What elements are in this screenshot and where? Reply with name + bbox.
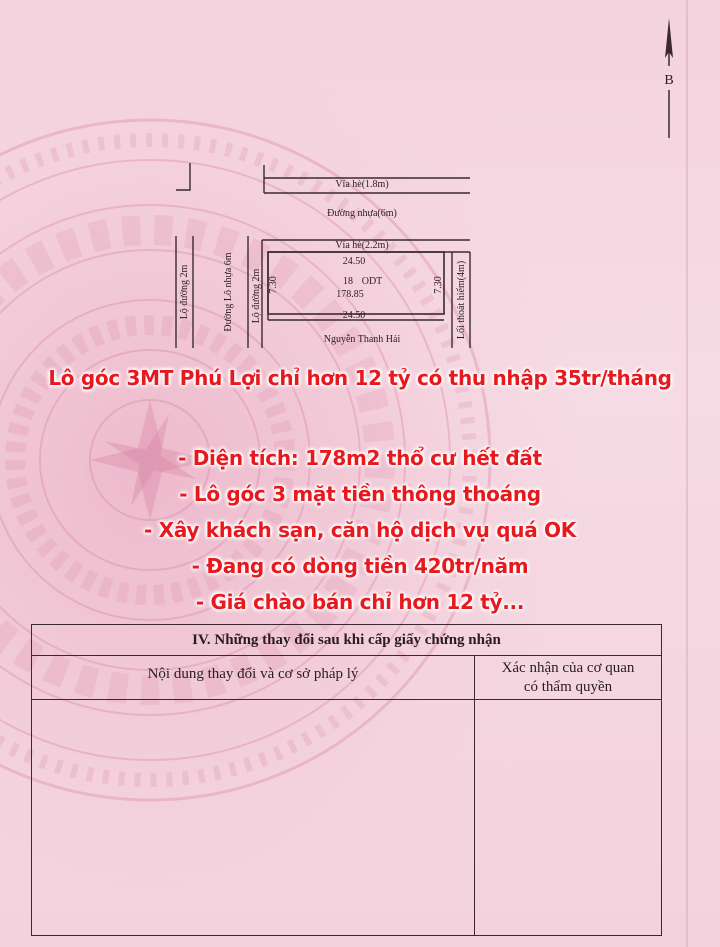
- north-label: B: [664, 73, 674, 88]
- authority-header-line1: Xác nhận của cơ quan: [501, 660, 635, 676]
- changes-content-cell: [32, 700, 475, 935]
- land-type-label: ODT: [361, 276, 383, 287]
- top-width-label: 24.50: [342, 256, 366, 267]
- changes-content-header: Nội dung thay đổi và cơ sở pháp lý: [32, 656, 475, 700]
- bottom-width-label: 24.50: [342, 310, 366, 321]
- listing-headline: Lô góc 3MT Phú Lợi chỉ hơn 12 tỷ có thu nhập 35tr/tháng: [48, 366, 672, 390]
- feature-item: - Giá chào bán chỉ hơn 12 tỷ...: [195, 590, 525, 614]
- feature-item: - Lô góc 3 mặt tiền thông thoáng: [179, 482, 541, 506]
- feature-item: - Diện tích: 178m2 thổ cư hết đất: [178, 446, 542, 470]
- land-plot-diagram: [0, 0, 720, 360]
- left-road-3-label: Lộ đường 2m: [251, 268, 262, 324]
- left-depth-label: 7.30: [268, 276, 279, 294]
- right-depth-label: 7.30: [433, 276, 444, 294]
- feature-item: - Xây khách sạn, căn hộ dịch vụ quá OK: [144, 518, 576, 542]
- area-label: 178.85: [336, 289, 364, 300]
- authority-confirmation-header: [475, 656, 661, 700]
- parcel-number-label: 18: [343, 276, 353, 287]
- left-road-2-label: Đường Lô nhựa 6m: [223, 252, 234, 332]
- changes-table: [31, 624, 662, 936]
- authority-confirmation-cell: [475, 700, 661, 935]
- road-label: Đường nhựa(6m): [327, 208, 397, 219]
- changes-table-title: IV. Những thay đổi sau khi cấp giấy chứng nhận: [32, 625, 661, 656]
- right-lane-label: Lối thoát hiểm(4m): [456, 260, 467, 340]
- feature-item: - Đang có dòng tiền 420tr/năm: [191, 554, 529, 578]
- sidewalk-bottom-label: Vỉa hè(2.2m): [335, 240, 389, 251]
- neighbor-label: Nguyễn Thanh Hải: [323, 334, 401, 345]
- sidewalk-top-label: Vỉa hè(1.8m): [335, 179, 389, 190]
- left-road-1-label: Lộ đường 2m: [179, 264, 190, 320]
- authority-header-line2: có thẩm quyền: [523, 679, 613, 695]
- feature-list: [0, 440, 720, 620]
